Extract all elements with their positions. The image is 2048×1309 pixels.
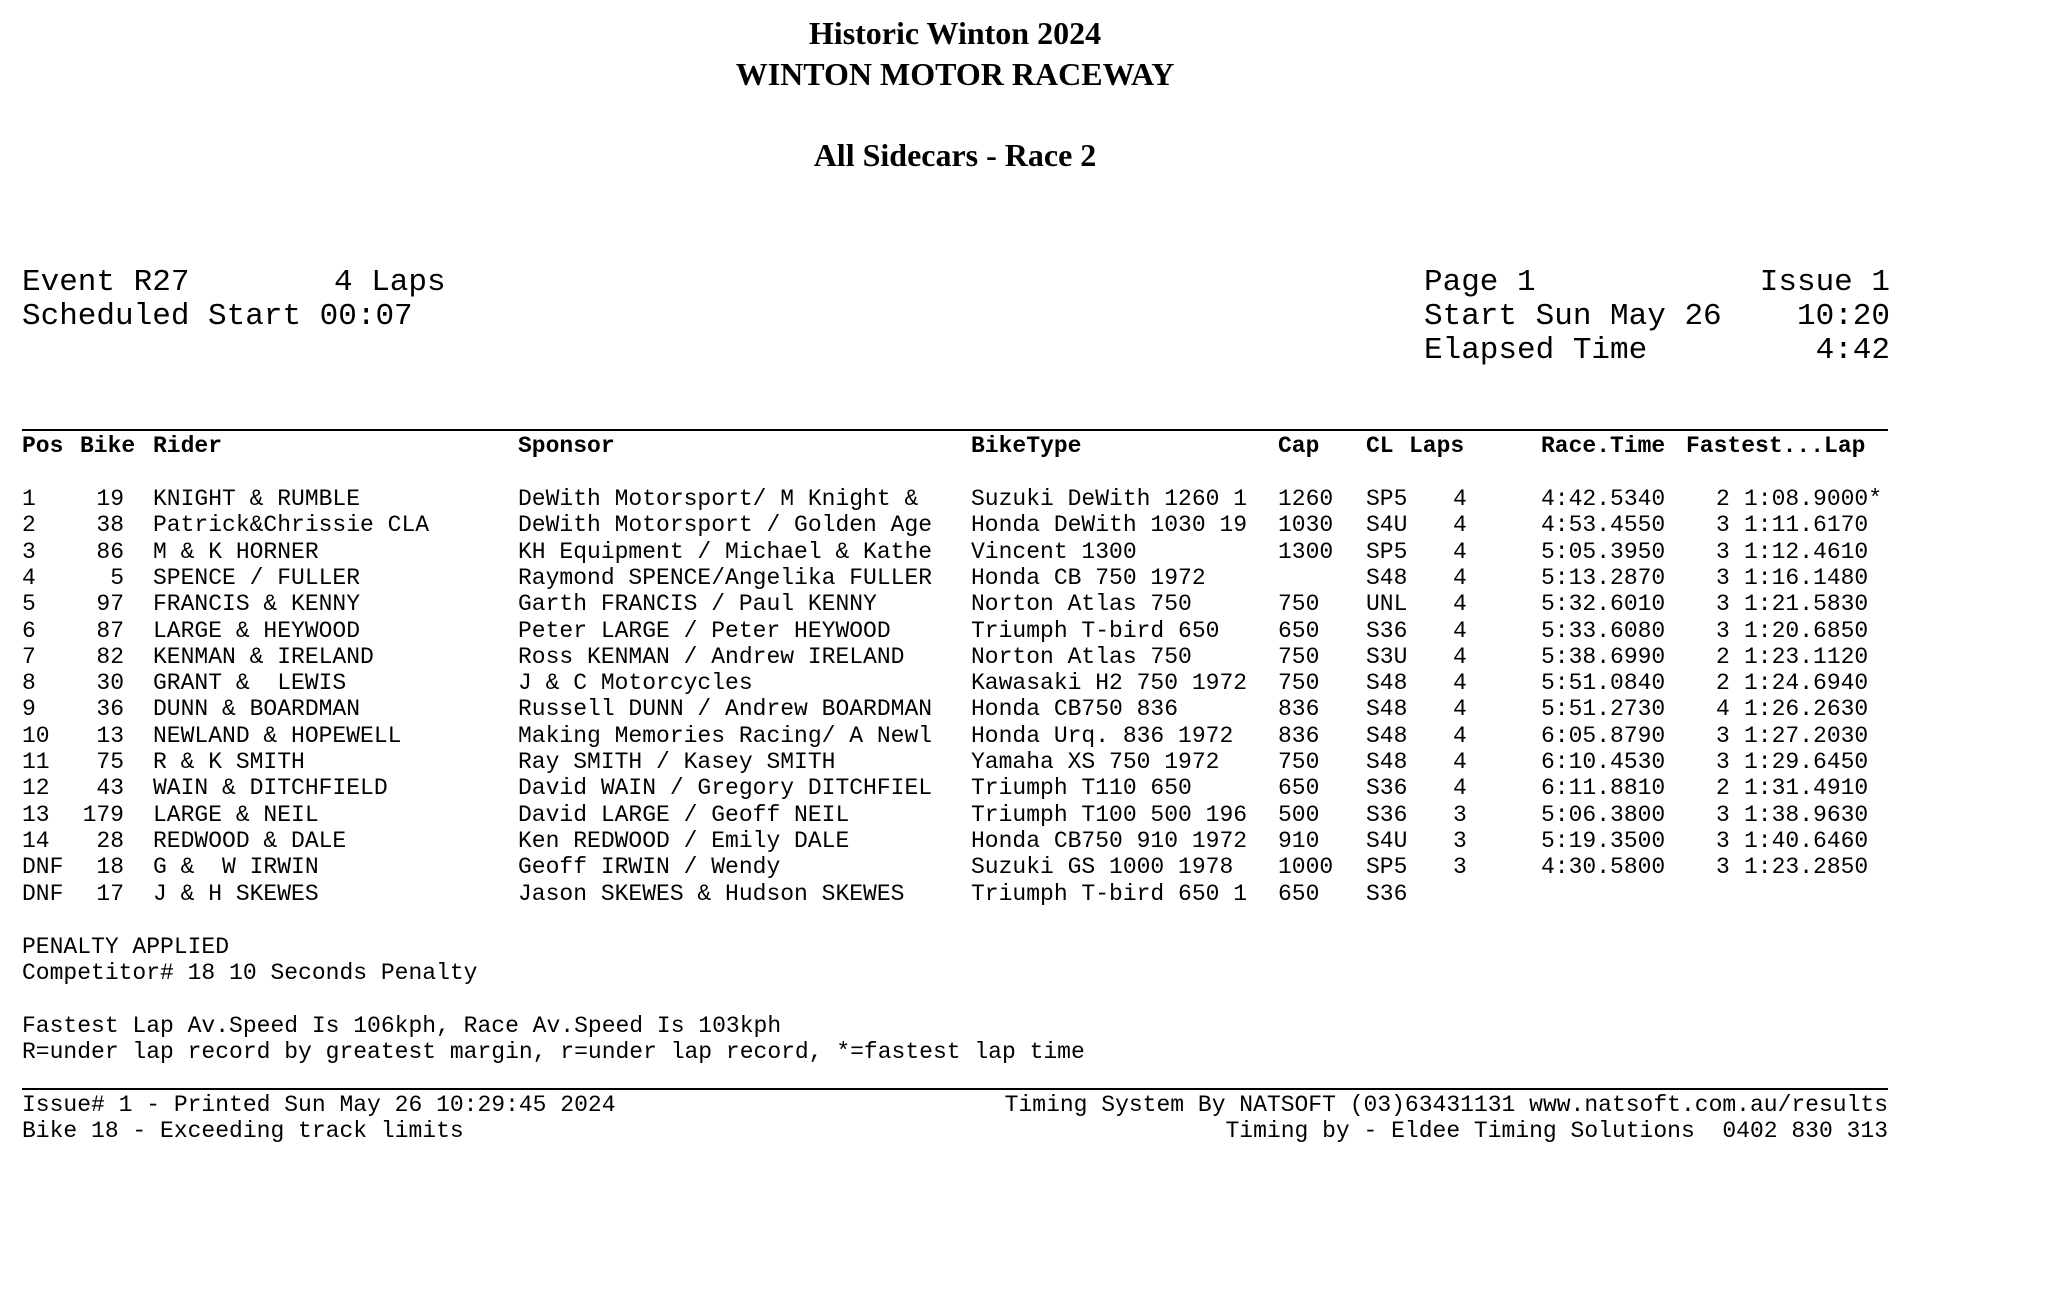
- cell-cap: 1260: [1278, 486, 1334, 512]
- cell-rider: DUNN & BOARDMAN: [153, 696, 361, 722]
- cell-biketype: Suzuki GS 1000 1978: [971, 854, 1234, 880]
- cell-cl: S36: [1366, 618, 1408, 644]
- cell-racetime: 6:05.8790: [1541, 723, 1666, 749]
- cell-biketype: Triumph T-bird 650: [971, 618, 1220, 644]
- cell-fastest-lap-time: 1:38.9630: [1744, 802, 1869, 828]
- cell-cl: S48: [1366, 749, 1408, 775]
- cell-racetime: 5:19.3500: [1541, 828, 1666, 854]
- cell-bike: 179: [82, 802, 124, 828]
- penalty-title: PENALTY APPLIED: [22, 934, 230, 960]
- cell-cap: 1030: [1278, 512, 1334, 538]
- cell-biketype: Triumph T-bird 650 1: [971, 881, 1248, 907]
- cell-sponsor: DeWith Motorsport/ M Knight &: [518, 486, 919, 512]
- cell-fastest-lap-no: 3: [1716, 802, 1730, 828]
- cell-laps: 4: [1453, 591, 1467, 617]
- race-title: All Sidecars - Race 2: [813, 137, 1097, 173]
- cell-sponsor: KH Equipment / Michael & Kathe: [518, 539, 933, 565]
- col-biketype: BikeType: [971, 433, 1082, 459]
- cell-racetime: 5:06.3800: [1541, 802, 1666, 828]
- cell-fastest-lap-no: 3: [1716, 512, 1730, 538]
- cell-bike: 5: [110, 565, 124, 591]
- cell-bike: 97: [96, 591, 124, 617]
- cell-laps: 4: [1453, 644, 1467, 670]
- cell-cl: S3U: [1366, 644, 1408, 670]
- col-rider: Rider: [153, 433, 223, 459]
- cell-sponsor: David WAIN / Gregory DITCHFIEL: [518, 775, 933, 801]
- cell-fastest-lap-time: 1:40.6460: [1744, 828, 1869, 854]
- cell-rider: LARGE & HEYWOOD: [153, 618, 361, 644]
- col-pos: Pos: [22, 433, 64, 459]
- cell-cap: 500: [1278, 802, 1320, 828]
- cell-fastest-lap-no: 2: [1716, 670, 1730, 696]
- cell-biketype: Norton Atlas 750: [971, 591, 1192, 617]
- cell-racetime: 4:30.5800: [1541, 854, 1666, 880]
- elapsed-label: Elapsed Time: [1424, 333, 1648, 368]
- cell-fastest-lap-time: 1:23.2850: [1744, 854, 1869, 880]
- cell-sponsor: Geoff IRWIN / Wendy: [518, 854, 781, 880]
- cell-fastest-lap-no: 3: [1716, 723, 1730, 749]
- col-cl: CL: [1366, 433, 1394, 459]
- cell-rider: SPENCE / FULLER: [153, 565, 361, 591]
- cell-cl: S36: [1366, 802, 1408, 828]
- laps-label: 4 Laps: [334, 265, 446, 300]
- footer-rule: [22, 1088, 1888, 1090]
- cell-sponsor: Ray SMITH / Kasey SMITH: [518, 749, 836, 775]
- cell-sponsor: David LARGE / Geoff NEIL: [518, 802, 850, 828]
- cell-pos: 8: [22, 670, 36, 696]
- cell-laps: 4: [1453, 512, 1467, 538]
- cell-biketype: Honda CB750 836: [971, 696, 1179, 722]
- scheduled-start: Scheduled Start 00:07: [22, 299, 413, 334]
- cell-sponsor: Ross KENMAN / Andrew IRELAND: [518, 644, 905, 670]
- record-legend: R=under lap record by greatest margin, r=under lap record, *=fastest lap time: [22, 1039, 1085, 1065]
- cell-biketype: Norton Atlas 750: [971, 644, 1192, 670]
- cell-rider: REDWOOD & DALE: [153, 828, 347, 854]
- cell-cap: 650: [1278, 881, 1320, 907]
- cell-laps: 4: [1453, 670, 1467, 696]
- cell-sponsor: Peter LARGE / Peter HEYWOOD: [518, 618, 891, 644]
- cell-bike: 19: [96, 486, 124, 512]
- cell-fastest-lap-time: 1:11.6170: [1744, 512, 1869, 538]
- cell-pos: 7: [22, 644, 36, 670]
- cell-biketype: Triumph T110 650: [971, 775, 1192, 801]
- cell-biketype: Yamaha XS 750 1972: [971, 749, 1220, 775]
- cell-fastest-lap-time: 1:27.2030: [1744, 723, 1869, 749]
- venue-title: WINTON MOTOR RACEWAY: [735, 56, 1175, 92]
- cell-laps: 4: [1453, 565, 1467, 591]
- cell-rider: GRANT & LEWIS: [153, 670, 347, 696]
- cell-cl: UNL: [1366, 591, 1408, 617]
- event-title: Historic Winton 2024: [808, 15, 1102, 51]
- cell-biketype: Honda Urq. 836 1972: [971, 723, 1234, 749]
- cell-cap: 836: [1278, 723, 1320, 749]
- cell-cl: S48: [1366, 723, 1408, 749]
- cell-laps: 4: [1453, 486, 1467, 512]
- col-cap: Cap: [1278, 433, 1320, 459]
- cell-fastest-lap-time: 1:20.6850: [1744, 618, 1869, 644]
- cell-rider: J & H SKEWES: [153, 881, 319, 907]
- cell-pos: 10: [22, 723, 50, 749]
- cell-cl: S4U: [1366, 828, 1408, 854]
- cell-bike: 87: [96, 618, 124, 644]
- cell-fastest-lap-time: 1:24.6940: [1744, 670, 1869, 696]
- cell-racetime: 6:10.4530: [1541, 749, 1666, 775]
- cell-laps: 4: [1453, 696, 1467, 722]
- cell-sponsor: Jason SKEWES & Hudson SKEWES: [518, 881, 905, 907]
- cell-biketype: Honda DeWith 1030 19: [971, 512, 1248, 538]
- cell-sponsor: Russell DUNN / Andrew BOARDMAN: [518, 696, 933, 722]
- cell-bike: 18: [96, 854, 124, 880]
- col-sponsor: Sponsor: [518, 433, 615, 459]
- cell-sponsor: Raymond SPENCE/Angelika FULLER: [518, 565, 933, 591]
- cell-bike: 13: [96, 723, 124, 749]
- col-fastest-lap: Fastest...Lap: [1686, 433, 1866, 459]
- cell-cl: S48: [1366, 670, 1408, 696]
- cell-fastest-lap-no: 3: [1716, 854, 1730, 880]
- cell-fastest-lap-no: 3: [1716, 828, 1730, 854]
- cell-racetime: 6:11.8810: [1541, 775, 1666, 801]
- cell-biketype: Honda CB 750 1972: [971, 565, 1206, 591]
- cell-pos: DNF: [22, 881, 64, 907]
- cell-pos: 12: [22, 775, 50, 801]
- cell-bike: 75: [96, 749, 124, 775]
- cell-bike: 36: [96, 696, 124, 722]
- cell-bike: 86: [96, 539, 124, 565]
- cell-rider: Patrick&Chrissie CLA: [153, 512, 430, 538]
- cell-laps: 4: [1453, 775, 1467, 801]
- cell-laps: 3: [1453, 802, 1467, 828]
- cell-laps: 4: [1453, 749, 1467, 775]
- cell-cap: 1000: [1278, 854, 1334, 880]
- cell-fastest-lap-time: 1:23.1120: [1744, 644, 1869, 670]
- cell-pos: 4: [22, 565, 36, 591]
- cell-cap: 650: [1278, 618, 1320, 644]
- cell-fastest-lap-time: 1:31.4910: [1744, 775, 1869, 801]
- cell-racetime: 5:32.6010: [1541, 591, 1666, 617]
- col-racetime: Race.Time: [1541, 433, 1666, 459]
- cell-cap: 750: [1278, 670, 1320, 696]
- cell-laps: 3: [1453, 828, 1467, 854]
- cell-racetime: 5:33.6080: [1541, 618, 1666, 644]
- cell-pos: 1: [22, 486, 36, 512]
- cell-racetime: 4:42.5340: [1541, 486, 1666, 512]
- cell-sponsor: Making Memories Racing/ A Newl: [518, 723, 933, 749]
- cell-cap: 750: [1278, 749, 1320, 775]
- cell-cap: 750: [1278, 591, 1320, 617]
- cell-pos: 13: [22, 802, 50, 828]
- cell-racetime: 5:38.6990: [1541, 644, 1666, 670]
- cell-cl: SP5: [1366, 486, 1408, 512]
- cell-fastest-lap-time: 1:26.2630: [1744, 696, 1869, 722]
- cell-pos: 2: [22, 512, 36, 538]
- cell-biketype: Kawasaki H2 750 1972: [971, 670, 1248, 696]
- cell-fastest-lap-time: 1:21.5830: [1744, 591, 1869, 617]
- cell-bike: 43: [96, 775, 124, 801]
- cell-rider: NEWLAND & HOPEWELL: [153, 723, 402, 749]
- cell-fastest-lap-no: 3: [1716, 749, 1730, 775]
- cell-rider: KNIGHT & RUMBLE: [153, 486, 361, 512]
- cell-pos: DNF: [22, 854, 64, 880]
- cell-pos: 9: [22, 696, 36, 722]
- cell-rider: M & K HORNER: [153, 539, 319, 565]
- cell-pos: 3: [22, 539, 36, 565]
- cell-racetime: 4:53.4550: [1541, 512, 1666, 538]
- cell-pos: 11: [22, 749, 50, 775]
- col-laps: Laps: [1409, 433, 1465, 459]
- cell-cap: 910: [1278, 828, 1320, 854]
- cell-cl: S48: [1366, 565, 1408, 591]
- cell-cl: S4U: [1366, 512, 1408, 538]
- cell-pos: 14: [22, 828, 50, 854]
- cell-fastest-lap-no: 3: [1716, 618, 1730, 644]
- cell-racetime: 5:51.2730: [1541, 696, 1666, 722]
- cell-fastest-lap-time: 1:16.1480: [1744, 565, 1869, 591]
- cell-laps: 4: [1453, 723, 1467, 749]
- cell-rider: KENMAN & IRELAND: [153, 644, 374, 670]
- issue-printed: Issue# 1 - Printed Sun May 26 10:29:45 2024: [22, 1092, 616, 1118]
- cell-fastest-lap-time: 1:29.6450: [1744, 749, 1869, 775]
- cell-bike: 38: [96, 512, 124, 538]
- cell-racetime: 5:51.0840: [1541, 670, 1666, 696]
- cell-bike: 17: [96, 881, 124, 907]
- cell-laps: 3: [1453, 854, 1467, 880]
- cell-cl: S48: [1366, 696, 1408, 722]
- cell-pos: 6: [22, 618, 36, 644]
- cell-sponsor: Ken REDWOOD / Emily DALE: [518, 828, 850, 854]
- cell-cap: 1300: [1278, 539, 1334, 565]
- cell-cap: 836: [1278, 696, 1320, 722]
- cell-fastest-lap-no: 2: [1716, 775, 1730, 801]
- cell-biketype: Suzuki DeWith 1260 1: [971, 486, 1248, 512]
- cell-rider: LARGE & NEIL: [153, 802, 319, 828]
- elapsed-value: 4:42: [1815, 333, 1890, 368]
- event-label: Event R27: [22, 265, 190, 300]
- cell-bike: 28: [96, 828, 124, 854]
- cell-fastest-lap-no: 3: [1716, 591, 1730, 617]
- start-time: 10:20: [1796, 299, 1890, 334]
- start-label: Start Sun May 26: [1424, 299, 1722, 334]
- cell-rider: FRANCIS & KENNY: [153, 591, 361, 617]
- cell-cl: SP5: [1366, 539, 1408, 565]
- cell-laps: 4: [1453, 618, 1467, 644]
- cell-biketype: Honda CB750 910 1972: [971, 828, 1248, 854]
- cell-rider: WAIN & DITCHFIELD: [153, 775, 388, 801]
- cell-rider: G & W IRWIN: [153, 854, 319, 880]
- cell-racetime: 5:05.3950: [1541, 539, 1666, 565]
- speed-summary: Fastest Lap Av.Speed Is 106kph, Race Av.Speed Is 103kph: [22, 1013, 782, 1039]
- page-label: Page 1: [1424, 265, 1536, 300]
- cell-fastest-lap-no: 4: [1716, 696, 1730, 722]
- col-bike: Bike: [80, 433, 136, 459]
- bike-note: Bike 18 - Exceeding track limits: [22, 1118, 464, 1144]
- cell-sponsor: DeWith Motorsport / Golden Age: [518, 512, 933, 538]
- header-rule: [22, 429, 1888, 431]
- cell-cl: S36: [1366, 775, 1408, 801]
- cell-cap: 750: [1278, 644, 1320, 670]
- cell-laps: 4: [1453, 539, 1467, 565]
- timing-by: Timing by - Eldee Timing Solutions 0402 830 313: [1225, 1118, 1888, 1144]
- cell-fastest-lap-no: 3: [1716, 539, 1730, 565]
- cell-bike: 30: [96, 670, 124, 696]
- cell-fastest-lap-time: 1:08.9000*: [1744, 486, 1883, 512]
- cell-cl: SP5: [1366, 854, 1408, 880]
- cell-bike: 82: [96, 644, 124, 670]
- issue-label: Issue 1: [1759, 265, 1890, 300]
- cell-fastest-lap-no: 2: [1716, 644, 1730, 670]
- cell-fastest-lap-no: 2: [1716, 486, 1730, 512]
- cell-cl: S36: [1366, 881, 1408, 907]
- timing-system: Timing System By NATSOFT (03)63431131 www.natsoft.com.au/results: [1004, 1092, 1888, 1118]
- cell-racetime: 5:13.2870: [1541, 565, 1666, 591]
- cell-fastest-lap-time: 1:12.4610: [1744, 539, 1869, 565]
- cell-biketype: Triumph T100 500 196: [971, 802, 1248, 828]
- cell-rider: R & K SMITH: [153, 749, 305, 775]
- penalty-detail: Competitor# 18 10 Seconds Penalty: [22, 960, 478, 986]
- cell-sponsor: Garth FRANCIS / Paul KENNY: [518, 591, 877, 617]
- cell-pos: 5: [22, 591, 36, 617]
- cell-sponsor: J & C Motorcycles: [518, 670, 753, 696]
- cell-fastest-lap-no: 3: [1716, 565, 1730, 591]
- cell-biketype: Vincent 1300: [971, 539, 1137, 565]
- cell-cap: 650: [1278, 775, 1320, 801]
